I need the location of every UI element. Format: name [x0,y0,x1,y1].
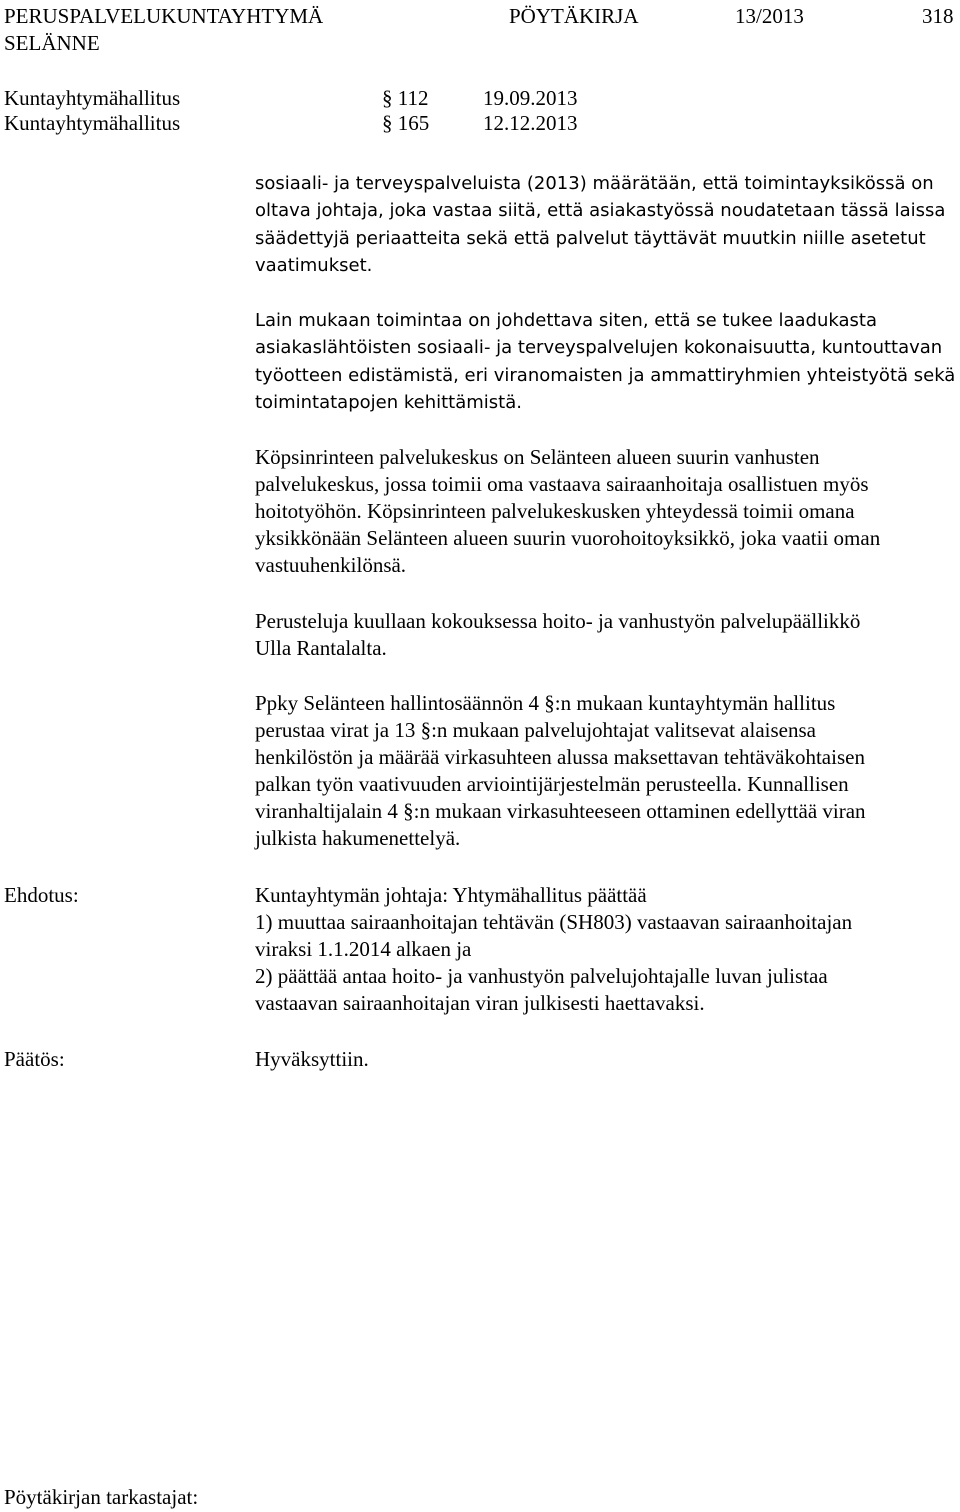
text-line: julkista hakumenettelyä. [255,826,461,850]
text-line: palkan työn vaativuuden arviointijärjestelmän perusteella. Kunnallisen [255,772,849,796]
meeting-body: Kuntayhtymähallitus [4,86,181,110]
decision-text: Hyväksyttiin. [255,1047,369,1071]
text-line: säädettyjä periaatteita sekä että palvelut täyttävät muutkin niille asetetut [255,227,926,249]
text-line: 1) muuttaa sairaanhoitajan tehtävän (SH803) vastaavan sairaanhoitajan [255,910,853,934]
proposal-label: Ehdotus: [4,883,79,907]
paragraph-administrative-rule [255,690,955,852]
text-line: palvelukeskus, jossa toimii oma vastaava sairaanhoitaja osallistuen myös [255,472,869,496]
text-line: vastaavan sairaanhoitajan viran julkisesti haettavaksi. [255,991,705,1015]
paragraph-service-center [255,444,955,579]
meeting-body: Kuntayhtymähallitus [4,111,181,135]
text-line: toimintatapojen kehittämistä. [255,391,522,413]
paragraph-law-management [255,307,955,416]
page-number: 318 [922,4,954,28]
text-line: vaatimukset. [255,254,373,276]
text-line: henkilöstön ja määrää virkasuhteen alussa maksettavan tehtäväkohtaisen [255,745,865,769]
reviewers-label: Pöytäkirjan tarkastajat: [4,1485,199,1509]
organization-name: PERUSPALVELUKUNTAYHTYMÄ [4,4,324,28]
paragraph-legal-requirement [255,170,955,279]
decision-label: Päätös: [4,1047,65,1071]
text-line: oltava johtaja, joka vastaa siitä, että asiakastyössä noudatetaan tässä laissa [255,200,946,222]
meeting-section: § 112 [382,86,429,110]
paragraph-justification [255,608,955,662]
text-line: 2) päättää antaa hoito- ja vanhustyön palvelujohtajalle luvan julistaa [255,964,828,988]
text-line: työotteen edistämistä, eri viranomaisten ja ammattiryhmien yhteistyötä sekä [255,364,956,386]
document-number: 13/2013 [735,4,804,28]
meeting-date: 19.09.2013 [483,86,578,110]
text-line: Ulla Rantalalta. [255,636,387,660]
proposal-text [255,882,955,1017]
text-line: viranhaltijalain 4 §:n mukaan virkasuhteeseen ottaminen edellyttää viran [255,799,866,823]
text-line: Ppky Selänteen hallintosäännön 4 §:n mukaan kuntayhtymän hallitus [255,691,836,715]
text-line: Köpsinrinteen palvelukeskus on Selänteen alueen suurin vanhusten [255,445,820,469]
meeting-section: § 165 [382,111,430,135]
text-line: hoitotyöhön. Köpsinrinteen palvelukeskusken yhteydessä toimii omana [255,499,855,523]
text-line: asiakaslähtöisten sosiaali- ja terveyspalvelujen kokonaisuutta, kuntouttavan [255,337,943,359]
organization-name-line2: SELÄNNE [4,31,100,55]
text-line: sosiaali- ja terveyspalveluista (2013) määrätään, että toimintayksikössä on [255,173,934,194]
text-line: Perusteluja kuullaan kokouksessa hoito- ja vanhustyön palvelupäällikkö [255,609,861,633]
text-line: vastuuhenkilönsä. [255,553,407,577]
meeting-date: 12.12.2013 [483,111,578,135]
document-type: PÖYTÄKIRJA [509,4,639,28]
text-line: Kuntayhtymän johtaja: Yhtymähallitus päättää [255,883,647,907]
text-line: yksikkönään Selänteen alueen suurin vuorohoitoyksikkö, joka vaatii oman [255,526,881,550]
text-line: perustaa virat ja 13 §:n mukaan palvelujohtajat valitsevat alaisensa [255,718,816,742]
text-line: Lain mukaan toimintaa on johdettava siten, että se tukee laadukasta [255,310,877,331]
text-line: viraksi 1.1.2014 alkaen ja [255,937,472,961]
